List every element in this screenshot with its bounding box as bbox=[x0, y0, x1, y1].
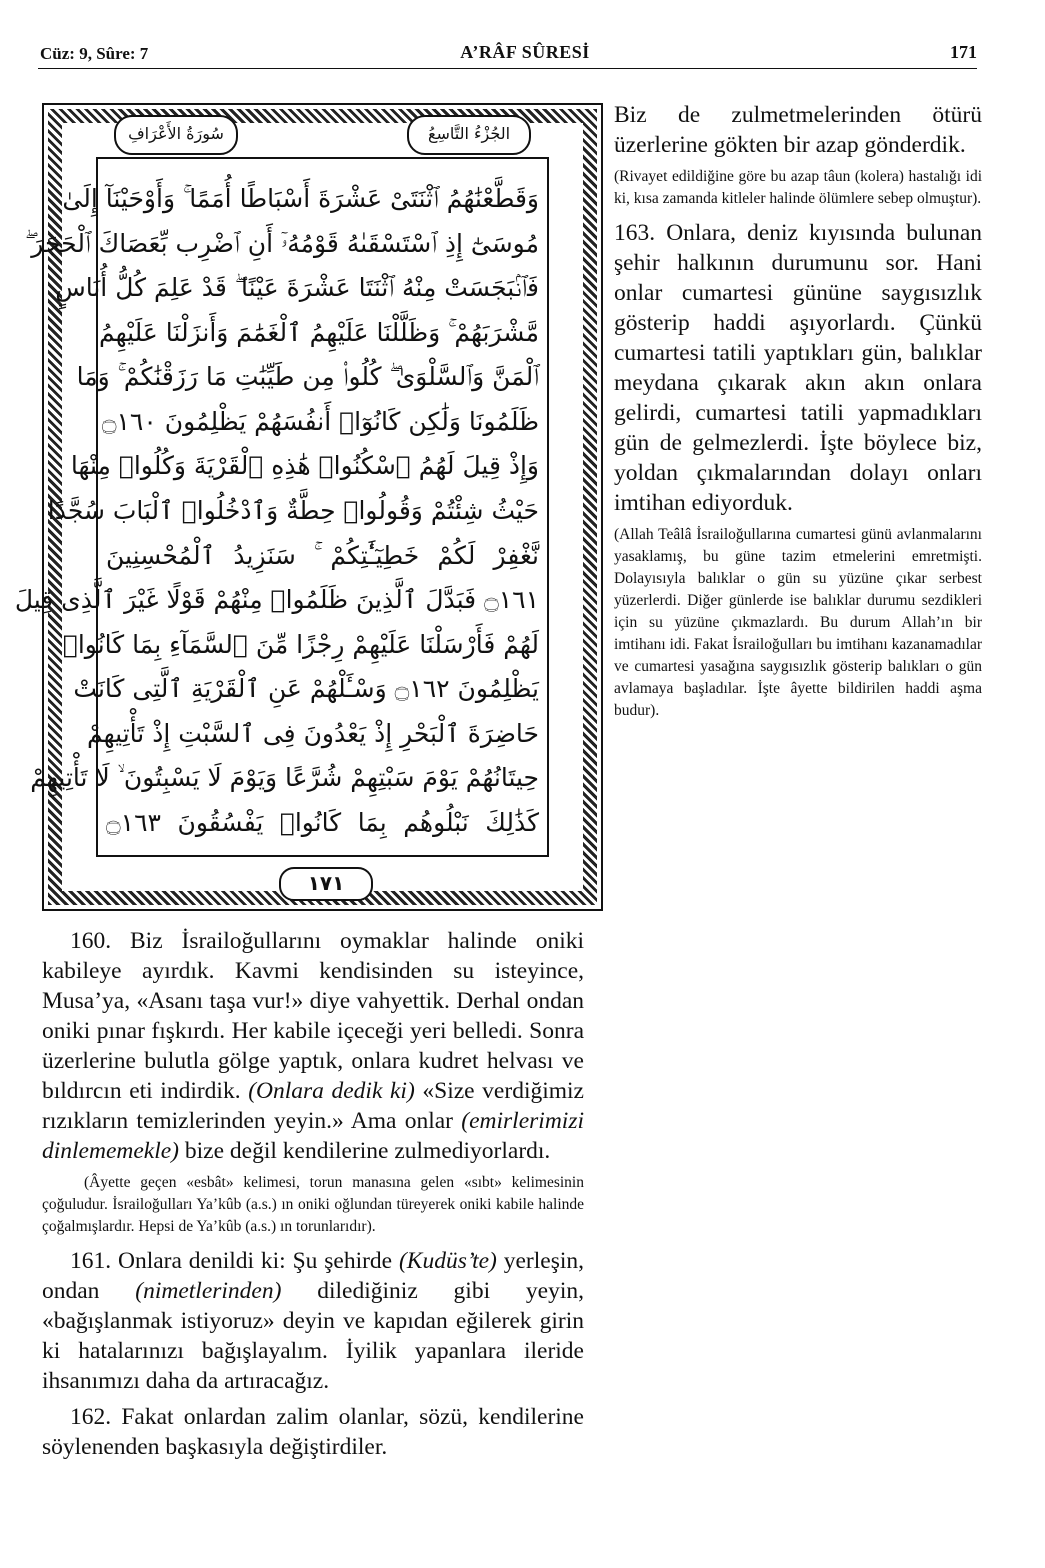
right-column bbox=[614, 100, 982, 730]
note-162: (Rivayet edildiğine göre bu azap tâun (kolera) hastalığı idi ki, kısa zamanda kitleler halinde ölümlere sebep olmuştur). bbox=[614, 168, 982, 207]
verse-161 bbox=[42, 1246, 584, 1396]
arabic-line: يَظْلِمُونَ ۝١٦٢ وَسْـَٔلْهُمْ عَنِ ٱلْقَرْيَةِ ٱلَّتِى كَانَتْ bbox=[73, 674, 539, 704]
verse-163: 163. Onlara, deniz kıyısında bulunan şehir halkının durumunu sor. Hani onlar cumartesi gününe saygısızlık gösterip haddi aşıyorlardı. Çünkü cumartesi tatili yaptıkları gün, balıklar meydana çıkarak akın akın onlara gelirdi, cumartesi tatili yapmadıkları gün de gelmezlerdi. İşte böylece biz, yoldan çıkmalarından dolayı onları imtihan ediyorduk. bbox=[614, 220, 982, 516]
note-163: (Allah Teâlâ İsrailoğullarına cumartesi günü avlanmalarını yasaklamış, bu güne tazim etmelerini emretmişti. Dolayısıyla balıklar o gün su yüzüne çıkar serbest yüzerlerdi. Diğer günlerde ise balıklar durumu sezdikleri için su yüzüne çıkmazlardı. Bu durum Allah’ın bir imtihanı idi. Fakat İsrailoğulları bu imtihanı kazanamadılar ve cumartesi yasağına saygısızlık gösterip balıkları o gün avlamaya başladılar. İşte âyette bildirilen haddi aşma budur). bbox=[614, 526, 982, 719]
arabic-line: ظَلَمُونَا وَلَٰكِن كَانُوٓا۟ أَنفُسَهُمْ يَظْلِمُونَ ۝١٦٠ bbox=[101, 406, 539, 436]
verse-160 bbox=[42, 926, 584, 1166]
header-rule bbox=[38, 68, 977, 69]
verse-161-italic-1: (Kudüs’te) bbox=[398, 1248, 497, 1274]
verse-160-text-3: bize değil kendilerine zulmediyorlardı. bbox=[179, 1138, 551, 1164]
verse-160-text: 160. Biz İsrailoğullarını oymaklar halinde oniki kabileye ayırdık. Kavmi kendisinden su isteyince, Musa’ya, «Asanı taşa vur!» diye vahyettik. Derhal ondan oniki pınar fışkırdı. Her kabile içeceği yeri belledi. Sonra üzerlerine bulutla gölge yaptık, onlara kudret helvası ve bıldırcın eti indirdik. bbox=[42, 928, 584, 1104]
arabic-lines bbox=[14, 179, 539, 843]
arabic-line: حَيْثُ شِئْتُمْ وَقُولُوا۟ حِطَّةٌ وَٱدْخُلُوا۟ ٱلْبَابَ سُجَّدًا bbox=[47, 495, 539, 525]
arabic-line: نَّغْفِرْ لَكُمْ خَطِيٓـَٰٔتِكُمْ ۚ سَنَزِيدُ ٱلْمُحْسِنِينَ bbox=[106, 540, 539, 570]
arabic-line: حِيتَانُهُمْ يَوْمَ سَبْتِهِمْ شُرَّعًا وَيَوْمَ لَا يَسْبِتُونَ ۙ لَا تَأْتِيهِمْ bbox=[30, 763, 539, 793]
sura-name-label: سُورَةُ الأَعْرَافِ bbox=[114, 115, 238, 155]
verse-160-italic-2: (emirlerimizi dinlememekle) bbox=[42, 1108, 584, 1164]
verse-160-text-2: «Size verdiğimiz rızıkların temizlerinden yeyin.» Ama onlar bbox=[42, 1078, 584, 1134]
page-header bbox=[0, 38, 1045, 78]
arabic-line: ۝١٦١ فَبَدَّلَ ٱلَّذِينَ ظَلَمُوا۟ مِنْهُمْ قَوْلًا غَيْرَ ٱلَّذِى قِيلَ bbox=[14, 585, 539, 615]
mushaf-page bbox=[14, 103, 603, 911]
header-page-number: 171 bbox=[950, 42, 977, 62]
arabic-text-frame bbox=[14, 157, 549, 857]
arabic-line: حَاضِرَةَ ٱلْبَحْرِ إِذْ يَعْدُونَ فِى ٱلسَّبْتِ إِذْ تَأْتِيهِمْ bbox=[87, 718, 539, 748]
verse-161-italic-2: (nimetlerinden) bbox=[135, 1278, 282, 1304]
verse-162-continuation: Biz de zulmetmelerinden ötürü üzerlerine gökten bir azap gönderdik. bbox=[614, 102, 982, 158]
arabic-line: وَقَطَّعْنَٰهُمُ ٱثْنَتَىْ عَشْرَةَ أَسْبَاطًا أُمَمًا ۚ وَأَوْحَيْنَآ إِلَىٰ bbox=[62, 184, 539, 213]
arabic-line: وَإِذْ قِيلَ لَهُمُ ٱسْكُنُوا۟ هَٰذِهِ ٱلْقَرْيَةَ وَكُلُوا۟ مِنْهَا bbox=[70, 451, 539, 481]
note-160: (Âyette geçen «esbât» kelimesi, torun manasına gelen «sıbt» kelimesinin çoğuludur. İsrailoğulları Ya’kûb (a.s.) ın oniki oğlundan türeyerek oniki kabile halinde çoğalmışlardır. Hepsi de Ya’kûb (a.s.) ın torunlarıdır). bbox=[42, 1174, 584, 1235]
juz-label: الجُزْءُ التَّاسِعُ bbox=[407, 115, 531, 155]
header-sura-title: A’RÂF SÛRESİ bbox=[460, 42, 590, 62]
arabic-line: مُوسَىٰٓ إِذِ ٱسْتَسْقَىٰهُ قَوْمُهُۥٓ أَنِ ٱضْرِب بِّعَصَاكَ ٱلْحَجَرَ ۖ bbox=[25, 228, 539, 258]
verse-161-text: 161. Onlara denildi ki: Şu şehirde bbox=[70, 1248, 399, 1274]
mushaf-page-number: ١٧١ bbox=[279, 867, 373, 901]
arabic-line: مَّشْرَبَهُمْ ۚ وَظَلَّلْنَا عَلَيْهِمُ ٱلْغَمَٰمَ وَأَنزَلْنَا عَلَيْهِمُ bbox=[98, 317, 539, 347]
arabic-line: كَذَٰلِكَ نَبْلُوهُم بِمَا كَانُوا۟ يَفْسُقُونَ ۝١٦٣ bbox=[106, 807, 539, 837]
verse-160-italic-1: (Onlara dedik ki) bbox=[248, 1078, 415, 1104]
verse-162: 162. Fakat onlardan zalim olanlar, sözü, kendilerine söylenenden başkasıyla değiştirdiler. bbox=[42, 1404, 584, 1460]
bottom-column bbox=[42, 926, 584, 1468]
header-juz-sura: Cüz: 9, Sûre: 7 bbox=[40, 44, 149, 63]
verse-161-text-2: yerleşin, ondan bbox=[42, 1248, 584, 1304]
arabic-line: ٱلْمَنَّ وَٱلسَّلْوَىٰ ۖ كُلُوا۟ مِن طَيِّبَٰتِ مَا رَزَقْنَٰكُمْ ۚ وَمَا bbox=[76, 362, 539, 392]
arabic-line: فَٱنۢبَجَسَتْ مِنْهُ ٱثْنَتَا عَشْرَةَ عَيْنًا ۖ قَدْ عَلِمَ كُلُّ أُنَاسٍ bbox=[55, 273, 539, 303]
verse-161-text-3: dilediğiniz gibi yeyin, «bağışlanmak istiyoruz» deyin ve kapıdan eğilerek girin ki hatalarınızı bağışlayalım. İyilik yapanlara ileride ihsanımızı daha da artıracağız. bbox=[42, 1278, 585, 1394]
arabic-line: لَهُمْ فَأَرْسَلْنَا عَلَيْهِمْ رِجْزًا مِّنَ ٱلسَّمَآءِ بِمَا كَانُوا۟ bbox=[62, 629, 539, 659]
